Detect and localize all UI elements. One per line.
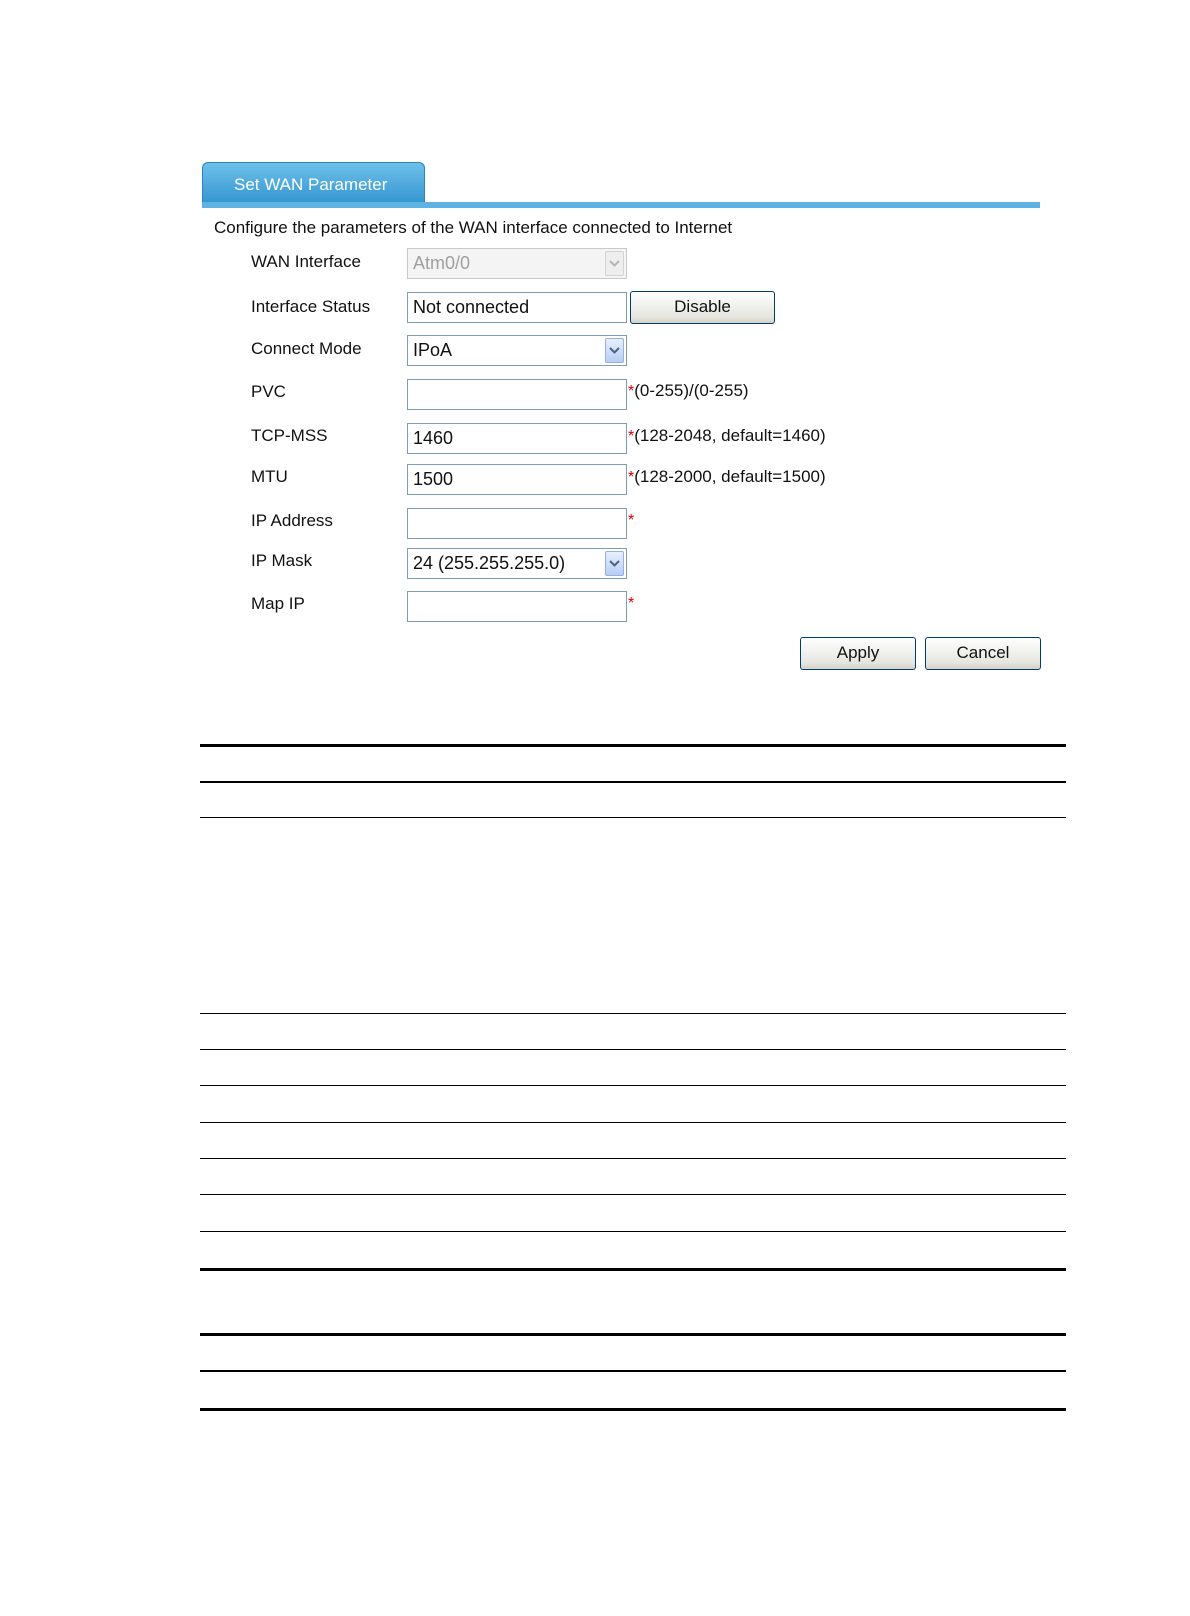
required-mark: * bbox=[628, 512, 635, 529]
chevron-down-icon[interactable] bbox=[605, 338, 624, 363]
wan-interface-label: WAN Interface bbox=[251, 252, 361, 271]
ip-mask-select[interactable] bbox=[407, 548, 627, 579]
tcp-mss-hint: *(128-2048, default=1460) bbox=[628, 426, 826, 445]
table-row-divider bbox=[200, 1049, 1066, 1050]
wan-interface-value: Atm0/0 bbox=[413, 253, 471, 273]
table-row-divider bbox=[200, 1231, 1066, 1232]
connect-mode-select[interactable] bbox=[407, 335, 627, 366]
pvc-label: PVC bbox=[251, 382, 286, 401]
table-row-divider bbox=[200, 1194, 1066, 1195]
interface-status-field bbox=[407, 292, 627, 323]
ip-address-required bbox=[628, 510, 634, 530]
table2-top-rule bbox=[200, 1333, 1066, 1336]
connect-mode-label: Connect Mode bbox=[251, 339, 362, 358]
map-ip-required bbox=[628, 593, 634, 613]
table2-header-rule bbox=[200, 1370, 1066, 1372]
mtu-label: MTU bbox=[251, 467, 288, 486]
chevron-down-icon bbox=[605, 251, 624, 276]
mtu-input[interactable]: 1500 bbox=[407, 464, 627, 495]
table-row-divider bbox=[200, 1013, 1066, 1014]
required-mark: * bbox=[628, 428, 635, 445]
tab-underline bbox=[202, 202, 1040, 208]
map-ip-label: Map IP bbox=[251, 594, 305, 613]
required-mark: * bbox=[628, 595, 635, 612]
table2-bottom-rule bbox=[200, 1408, 1066, 1411]
table-header-rule bbox=[200, 781, 1066, 783]
tab-set-wan-parameter[interactable]: Set WAN Parameter bbox=[202, 162, 425, 206]
table-bottom-rule bbox=[200, 1268, 1066, 1271]
form-description: Configure the parameters of the WAN interface connected to Internet bbox=[214, 218, 733, 237]
mtu-hint: *(128-2000, default=1500) bbox=[628, 467, 826, 486]
table-row-divider bbox=[200, 1122, 1066, 1123]
tcp-mss-label: TCP-MSS bbox=[251, 426, 328, 445]
interface-status-label: Interface Status bbox=[251, 297, 371, 316]
wan-interface-select bbox=[407, 248, 627, 279]
chevron-down-icon[interactable] bbox=[605, 551, 624, 576]
connect-mode-value: IPoA bbox=[413, 340, 453, 360]
table-top-rule bbox=[200, 744, 1066, 747]
required-mark: * bbox=[628, 469, 635, 486]
ip-address-label: IP Address bbox=[251, 511, 333, 530]
table-row-divider bbox=[200, 1158, 1066, 1159]
ip-mask-value: 24 (255.255.255.0) bbox=[413, 553, 566, 573]
map-ip-input[interactable] bbox=[407, 591, 627, 622]
tcp-mss-input[interactable]: 1460 bbox=[407, 423, 627, 454]
interface-status-value: Not connected bbox=[413, 297, 530, 317]
apply-button[interactable]: Apply bbox=[800, 637, 916, 670]
pvc-hint: *(0-255)/(0-255) bbox=[628, 381, 749, 400]
cancel-button[interactable]: Cancel bbox=[925, 637, 1041, 670]
table-row-divider bbox=[200, 817, 1066, 818]
pvc-input[interactable] bbox=[407, 379, 627, 410]
disable-button[interactable]: Disable bbox=[630, 291, 775, 324]
required-mark: * bbox=[628, 383, 635, 400]
table-row-divider bbox=[200, 1085, 1066, 1086]
ip-address-input[interactable] bbox=[407, 508, 627, 539]
ip-mask-label: IP Mask bbox=[251, 551, 313, 570]
